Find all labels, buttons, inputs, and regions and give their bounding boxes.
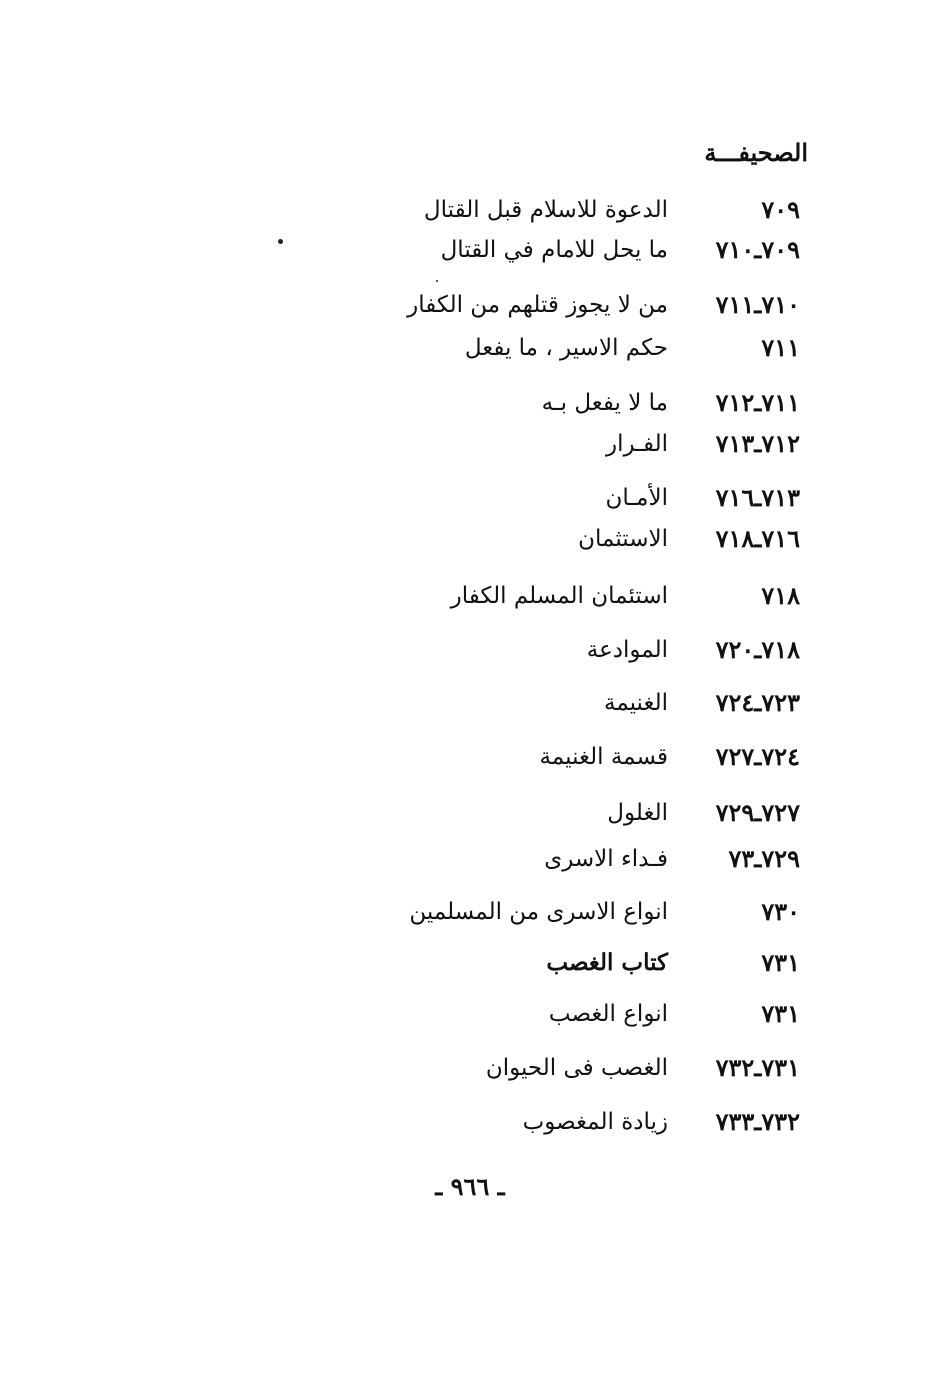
toc-row bbox=[0, 328, 928, 368]
toc-row bbox=[0, 839, 928, 879]
toc-page-range: ٧١٨ـ٧٢٠ bbox=[715, 635, 800, 664]
toc-title: استئمان المسلم الكفار bbox=[450, 583, 668, 609]
toc-title: قسمة الغنيمة bbox=[539, 744, 668, 770]
toc-page-range: ٧٣٠ bbox=[761, 897, 800, 926]
toc-title: الاستثمان bbox=[578, 526, 668, 552]
toc-page-range: ٧١٦ـ٧١٨ bbox=[715, 524, 800, 553]
toc-row bbox=[0, 892, 928, 932]
toc-row bbox=[0, 190, 928, 230]
ink-speck bbox=[436, 280, 438, 282]
toc-row bbox=[0, 737, 928, 777]
toc-page-range: ٧٢٩ـ٧٣ bbox=[728, 844, 800, 873]
toc-title: فـداء الاسرى bbox=[544, 846, 668, 872]
toc-row bbox=[0, 630, 928, 670]
toc-row bbox=[0, 1048, 928, 1088]
toc-row bbox=[0, 943, 928, 983]
toc-title: زيادة المغصوب bbox=[522, 1109, 668, 1135]
toc-row bbox=[0, 1102, 928, 1142]
toc-title: حكم الاسير ، ما يفعل bbox=[464, 335, 668, 361]
toc-row bbox=[0, 576, 928, 616]
toc-page-range: ٧١٢ـ٧١٣ bbox=[715, 429, 800, 458]
toc-page-range: ٧٣١ bbox=[761, 999, 800, 1028]
toc-page-range: ٧٢٤ـ٧٢٧ bbox=[715, 742, 800, 771]
toc-row bbox=[0, 230, 928, 270]
toc-page-range: ٧٣٢ـ٧٣٣ bbox=[715, 1107, 800, 1136]
toc-page-range: ٧١٠ـ٧١١ bbox=[715, 290, 800, 319]
toc-page-range: ٧٠٩ bbox=[761, 195, 800, 224]
toc-title: الموادعة bbox=[586, 637, 668, 663]
toc-page-range: ٧١٣ـ٧١٦ bbox=[715, 483, 800, 512]
toc-title: الأمـان bbox=[605, 485, 668, 511]
toc-page-range: ٧٢٣ـ٧٢٤ bbox=[715, 688, 800, 717]
toc-row bbox=[0, 683, 928, 723]
toc-page-range: ٧١٨ bbox=[761, 581, 800, 610]
toc-row bbox=[0, 519, 928, 559]
ink-speck bbox=[278, 239, 283, 244]
toc-title: الدعوة للاسلام قبل القتال bbox=[423, 197, 668, 223]
toc-row bbox=[0, 478, 928, 518]
toc-title: الغصب فى الحيوان bbox=[485, 1055, 668, 1081]
toc-page-range: ٧٣١ bbox=[761, 948, 800, 977]
toc-row bbox=[0, 793, 928, 833]
toc-page-range: ٧٣١ـ٧٣٢ bbox=[715, 1053, 800, 1082]
page-column-header: الصحيفـــة bbox=[704, 138, 808, 167]
toc-title: من لا يجوز قتلهم من الكفار bbox=[407, 292, 668, 318]
toc-page-range: ٧٢٧ـ٧٢٩ bbox=[715, 798, 800, 827]
toc-title: انواع الاسرى من المسلمين bbox=[409, 899, 668, 925]
toc-page-range: ٧١١ bbox=[761, 333, 800, 362]
toc-title: ما يحل للامام في القتال bbox=[440, 237, 668, 263]
toc-row bbox=[0, 424, 928, 464]
toc-page-range: ٧٠٩ـ٧١٠ bbox=[715, 235, 800, 264]
toc-page-range: ٧١١ـ٧١٢ bbox=[715, 388, 800, 417]
toc-title: انواع الغصب bbox=[548, 1001, 668, 1027]
page-number: ـ ٩٦٦ ـ bbox=[435, 1172, 505, 1201]
toc-title: ما لا يفعل بـه bbox=[541, 390, 668, 416]
toc-title: الغنيمة bbox=[603, 690, 668, 716]
toc-row bbox=[0, 285, 928, 325]
toc-title: الفـرار bbox=[606, 431, 668, 457]
toc-row bbox=[0, 383, 928, 423]
toc-row bbox=[0, 994, 928, 1034]
toc-title: كتاب الغصب bbox=[546, 949, 668, 976]
toc-title: الغلول bbox=[607, 800, 668, 826]
